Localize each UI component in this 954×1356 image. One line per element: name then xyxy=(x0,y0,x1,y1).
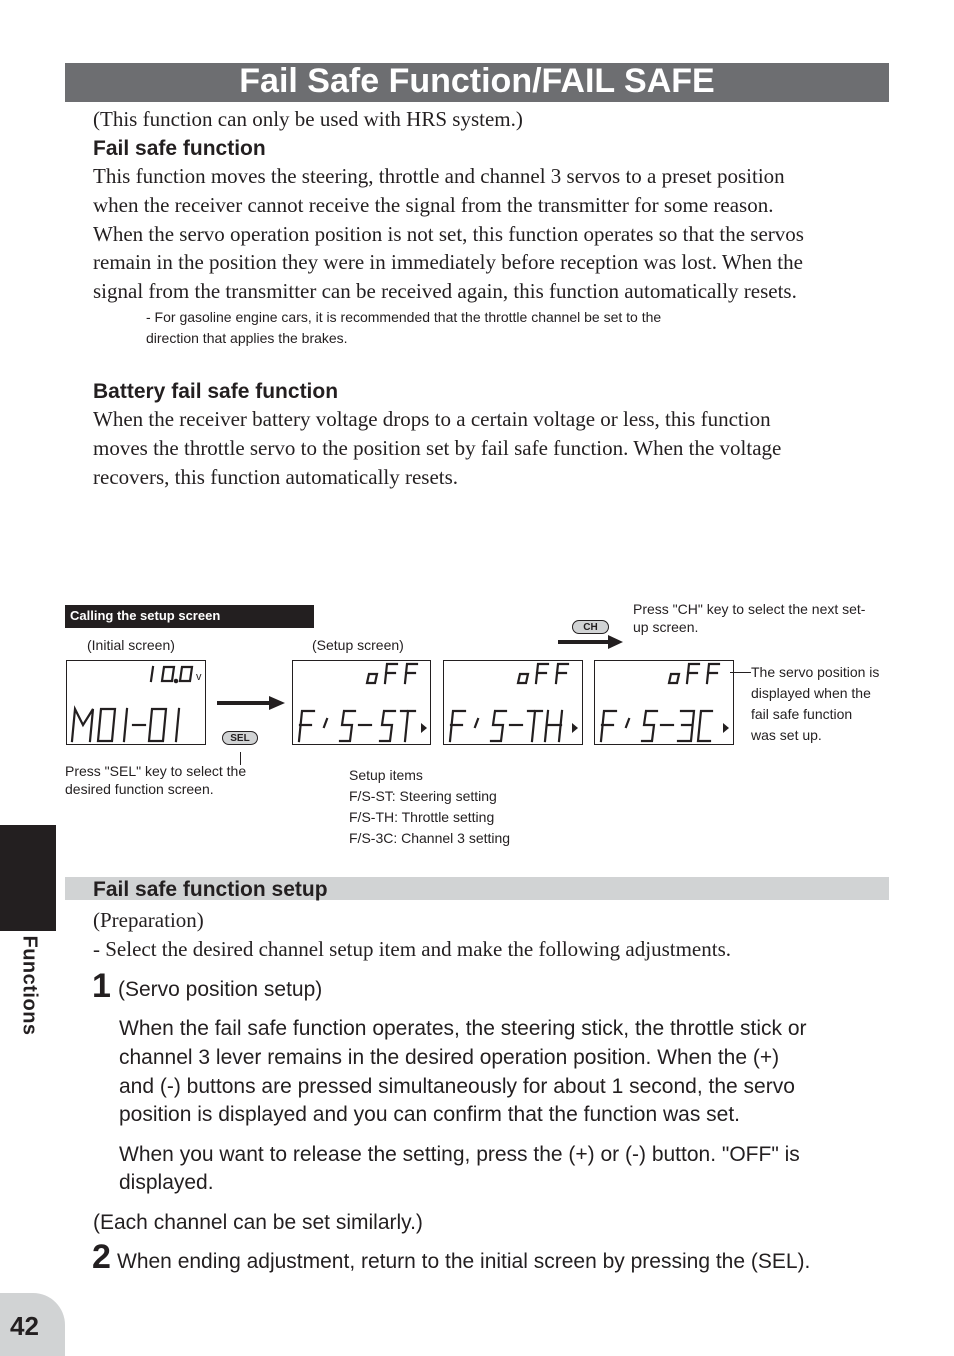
setup-section-heading: Fail safe function setup xyxy=(93,878,328,901)
lcd-steering-screen xyxy=(292,660,431,745)
initial-screen-label: (Initial screen) xyxy=(87,637,175,653)
each-channel-note: (Each channel can be set similarly.) xyxy=(93,1211,423,1234)
step-2-text: When ending adjustment, return to the initial screen by pressing the (SEL). xyxy=(117,1250,811,1273)
lcd-channel3-screen xyxy=(594,660,734,745)
fail-safe-line: This function moves the steering, throttle and channel 3 servos to a preset position xyxy=(93,164,785,188)
gasoline-note: - For gasoline engine cars, it is recommended that the throttle channel be set to the xyxy=(146,309,662,325)
setup-screen-label: (Setup screen) xyxy=(312,637,404,653)
fail-safe-line: signal from the transmitter can be received again, this function automatically resets. xyxy=(93,279,797,303)
page-title: Fail Safe Function/FAIL SAFE xyxy=(239,62,715,100)
servo-pointer-line xyxy=(730,672,751,673)
step-1-line: When you want to release the setting, press the (+) or (-) button. "OFF" is xyxy=(119,1143,800,1166)
step-1-title: (Servo position setup) xyxy=(118,978,323,1001)
page-number: 42 xyxy=(10,1311,39,1341)
step-1-line: channel 3 lever remains in the desired operation position. When the (+) xyxy=(119,1046,780,1069)
voltage-unit: v xyxy=(196,671,202,683)
servo-note: The servo position is xyxy=(751,664,880,680)
battery-line: When the receiver battery voltage drops to a certain voltage or less, this function xyxy=(93,407,771,431)
ch-arrow-icon xyxy=(556,632,626,652)
intro-note: (This function can only be used with HRS system.) xyxy=(93,107,523,131)
preparation-label: (Preparation) xyxy=(93,908,204,932)
setup-item: F/S-3C: Channel 3 setting xyxy=(349,830,511,846)
step-2-number: 2 xyxy=(92,1238,111,1276)
calling-label: Calling the setup screen xyxy=(70,608,221,623)
lcd-steering-display xyxy=(293,661,429,743)
step-1-line: displayed. xyxy=(119,1171,214,1194)
battery-line: moves the throttle servo to the position set by fail safe function. When the voltage xyxy=(93,436,782,460)
ch-note: Press "CH" key to select the next set- xyxy=(633,601,866,617)
lcd-throttle-display xyxy=(444,661,581,743)
sel-note: Press "SEL" key to select the xyxy=(65,763,247,779)
servo-note: displayed when the xyxy=(751,685,871,701)
gasoline-note: direction that applies the brakes. xyxy=(146,330,348,346)
lcd-throttle-screen xyxy=(443,660,583,745)
ch-note: up screen. xyxy=(633,619,699,635)
sel-arrow-icon xyxy=(215,693,287,713)
battery-line: recovers, this function automatically resets. xyxy=(93,465,459,489)
setup-item: F/S-TH: Throttle setting xyxy=(349,809,495,825)
setup-items-heading: Setup items xyxy=(349,767,423,783)
step-1-number: 1 xyxy=(92,967,111,1005)
sel-key: SEL xyxy=(222,731,258,745)
step-1-line: and (-) buttons are pressed simultaneously for about 1 second, the servo xyxy=(119,1075,795,1098)
lcd-initial-screen xyxy=(66,660,206,745)
side-tab-label xyxy=(4,935,64,1049)
servo-note: fail safe function xyxy=(751,706,853,722)
sel-note: desired function screen. xyxy=(65,781,214,797)
setup-item: F/S-ST: Steering setting xyxy=(349,788,497,804)
battery-heading: Battery fail safe function xyxy=(93,380,339,403)
fail-safe-line: remain in the position they were in immediately before reception was lost. When the xyxy=(93,250,803,274)
fail-safe-heading: Fail safe function xyxy=(93,137,266,160)
side-tab-text: Functions xyxy=(18,935,41,1036)
lcd-initial-display xyxy=(67,661,204,743)
fail-safe-line: when the receiver cannot receive the signal from the transmitter for some reason. xyxy=(93,193,774,217)
fail-safe-line: When the servo operation position is not set, this function operates so that the servos xyxy=(93,222,804,246)
lcd-channel3-display xyxy=(595,661,732,743)
ch-key: CH xyxy=(572,620,609,634)
step-1-line: When the fail safe function operates, the steering stick, the throttle stick or xyxy=(119,1017,807,1040)
select-instruction: - Select the desired channel setup item and make the following adjustments. xyxy=(93,937,731,961)
step-1-line: position is displayed and you can confirm that the function was set. xyxy=(119,1103,741,1126)
servo-note: was set up. xyxy=(751,727,822,743)
side-tab-block xyxy=(0,825,56,931)
